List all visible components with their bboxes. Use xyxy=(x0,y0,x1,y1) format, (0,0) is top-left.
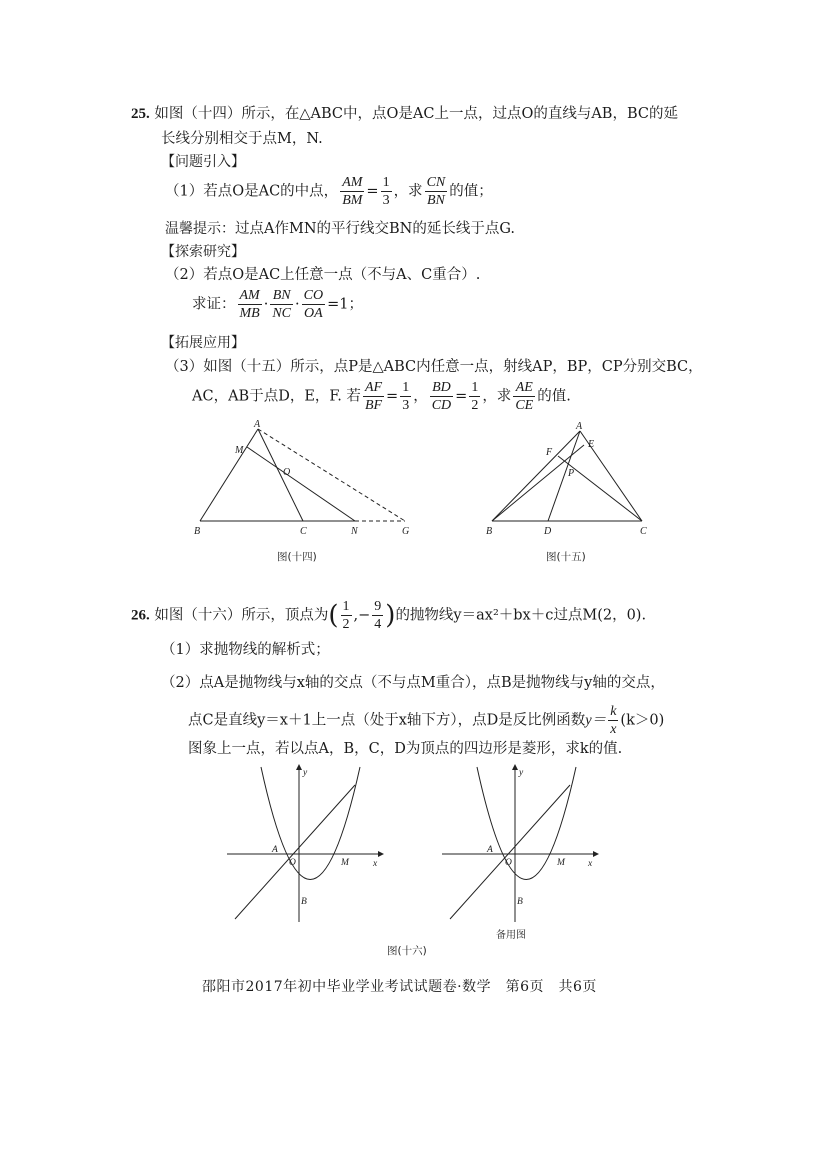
label-y: y xyxy=(519,768,524,778)
frac-one-half xyxy=(469,379,480,414)
label-y: y xyxy=(303,768,308,778)
line-y-equals-x-plus-1 xyxy=(450,785,570,919)
label-a: A xyxy=(487,845,493,855)
paren-right: ) xyxy=(385,600,396,631)
frac-den: CE xyxy=(515,398,534,413)
label-n: N xyxy=(351,526,358,537)
frac-den: 2 xyxy=(471,398,479,413)
frac-den: BN xyxy=(426,193,445,208)
frac-den: MB xyxy=(239,306,260,321)
frac-am-mb xyxy=(238,287,262,322)
frac-den: BM xyxy=(342,193,363,208)
q25-line1 xyxy=(131,104,678,124)
label-o: O xyxy=(283,467,291,478)
frac-num: BD xyxy=(430,379,453,397)
frac-ae-ce xyxy=(513,379,535,414)
frac-vertex-y xyxy=(372,598,383,633)
caption-fig15: 图(十五) xyxy=(546,551,586,563)
segment-ab xyxy=(200,429,258,521)
frac-num: 1 xyxy=(402,380,410,395)
frac-num: k xyxy=(610,704,617,719)
frac-num: CN xyxy=(426,175,446,190)
label-f: F xyxy=(546,447,553,458)
q25-section-apply: 【拓展应用】 xyxy=(161,335,245,351)
label-a: A xyxy=(254,419,261,430)
figure-14 xyxy=(185,418,425,568)
frac-bd-cd xyxy=(430,379,453,414)
frac-num: AE xyxy=(513,379,535,397)
frac-am-bm xyxy=(340,174,364,209)
label-g: G xyxy=(402,526,410,537)
frac-bn-nc xyxy=(270,287,293,322)
frac-num: 9 xyxy=(374,599,382,614)
frac-den: 3 xyxy=(382,193,390,208)
q25-part1-prefix: （1）若点O是AC的中点， xyxy=(165,183,339,200)
label-a: A xyxy=(272,845,278,855)
func-condition: (k＞0) xyxy=(620,712,665,729)
frac-den: x xyxy=(610,722,617,737)
frac-den: 2 xyxy=(342,617,350,632)
q25-proof: 求证： $\frac{AM}{MB}$ · $\frac{BN}{NC}$ · $\frac{CO}{OA}$ =1； xyxy=(192,288,363,321)
q25-section-explore: 【探索研究】 xyxy=(161,244,245,260)
figure-15 xyxy=(480,418,660,568)
label-b: B xyxy=(486,526,493,537)
frac-num: 1 xyxy=(342,599,350,614)
frac-den: BF xyxy=(364,398,383,413)
line-y-equals-x-plus-1 xyxy=(235,785,355,919)
frac-af-bf xyxy=(363,379,384,414)
caption-fig16: 图(十六) xyxy=(387,945,427,957)
frac-num: AM xyxy=(342,175,363,190)
figure-spare xyxy=(430,762,610,942)
q26-number: 26. xyxy=(131,607,150,624)
frac-num: 1 xyxy=(471,380,479,395)
q25-part1-suffix: 的值； xyxy=(449,183,493,200)
segment-mn xyxy=(247,447,355,521)
part3-suffix: 的值. xyxy=(537,388,571,405)
q25-statement-1: 如图（十四）所示，在△ABC中，点O是AC上一点，过点O的直线与AB，BC的延 xyxy=(154,106,678,122)
label-m: M xyxy=(235,445,244,456)
frac-k-x xyxy=(608,703,618,738)
proof-suffix: =1； xyxy=(327,296,363,313)
frac-den: CD xyxy=(431,398,452,413)
q25-hint xyxy=(165,219,515,239)
frac-num: AF xyxy=(364,380,383,395)
frac-num: BN xyxy=(270,287,293,305)
label-e: E xyxy=(588,439,595,450)
label-d: D xyxy=(544,526,552,537)
separator: ， xyxy=(413,388,428,405)
figure-16 xyxy=(215,762,427,960)
label-o: O xyxy=(289,858,296,868)
frac-vertex-x xyxy=(341,598,352,633)
label-b: B xyxy=(301,897,307,907)
label-o: O xyxy=(505,858,512,868)
equals-sign: = xyxy=(366,183,379,200)
segment-cf xyxy=(558,456,642,521)
label-m: M xyxy=(557,858,565,868)
q26-part2-line3: 图象上一点，若以点A，B，C，D为顶点的四边形是菱形，求k的值. xyxy=(188,741,623,757)
label-b: B xyxy=(517,897,523,907)
label-m: M xyxy=(341,858,349,868)
q26-part2-line2 xyxy=(188,703,664,738)
frac-den: NC xyxy=(272,306,292,321)
frac-num: AM xyxy=(239,288,260,303)
vertex-separator: ,− xyxy=(353,607,371,624)
q26-part1: （1）求抛物线的解析式； xyxy=(161,642,330,658)
q25-number: 25. xyxy=(131,106,150,122)
segment-ac xyxy=(258,429,303,521)
frac-one-third xyxy=(381,174,392,209)
part2-line2-prefix: 点C是直线y＝x＋1上一点（处于x轴下方），点D是反比例函数 xyxy=(188,712,586,729)
func-y: y＝ xyxy=(585,712,607,729)
q26-line1-prefix: 如图（十六）所示，顶点为 xyxy=(154,607,329,624)
q26-line1-suffix: 的抛物线y＝ax²＋bx＋c过点M(2，0). xyxy=(395,607,647,624)
q26-part2-line1: （2）点A是抛物线与x轴的交点（不与点M重合），点B是抛物线与y轴的交点， xyxy=(161,675,665,691)
label-a: A xyxy=(576,421,583,432)
page-footer: 邵阳市2017年初中毕业学业考试试题卷·数学 第6页 共6页 xyxy=(202,979,597,995)
q26-line1 xyxy=(131,598,646,633)
part3-mid: ，求 xyxy=(482,388,512,405)
q25-part3-line2: AC，AB于点D，E，F. 若 $\frac{AF}{BF}$ = $\frac{1}{3}$ ， $\frac{BD}{CD}$ = $\frac{1}{2}$ ，求 $\frac{AE}{CE}$ 的值. xyxy=(192,380,571,413)
q25-section-intro: 【问题引入】 xyxy=(161,154,245,170)
label-c: C xyxy=(300,526,307,537)
frac-one-third xyxy=(400,379,411,414)
label-x: x xyxy=(588,859,593,869)
label-b: B xyxy=(194,526,201,537)
q25-part1-mid: ，求 xyxy=(393,183,423,200)
hint-text: 过点A作MN的平行线交BN的延长线于点G. xyxy=(235,221,516,237)
frac-num: CO xyxy=(303,288,324,303)
label-x: x xyxy=(373,859,378,869)
label-c: C xyxy=(640,526,647,537)
frac-den: OA xyxy=(304,306,323,321)
part3-prefix: AC，AB于点D，E，F. 若 xyxy=(192,388,361,405)
segment-be xyxy=(492,445,584,521)
caption-fig14: 图(十四) xyxy=(277,551,317,563)
frac-num: 1 xyxy=(382,175,390,190)
q25-part2: （2）若点O是AC上任意一点（不与A、C重合）. xyxy=(165,267,481,283)
hint-label: 温馨提示： xyxy=(165,221,235,237)
paren-left: ( xyxy=(328,600,339,631)
frac-den: 4 xyxy=(374,617,382,632)
label-p: P xyxy=(568,468,575,479)
proof-prefix: 求证： xyxy=(192,296,236,313)
frac-den: 3 xyxy=(402,398,410,413)
caption-spare: 备用图 xyxy=(496,930,526,941)
frac-cn-bn xyxy=(425,174,448,209)
segment-ab xyxy=(492,431,580,521)
q25-part3-line1: （3）如图（十五）所示，点P是△ABC内任意一点，射线AP，BP，CP分别交BC， xyxy=(165,359,703,375)
segment-ad xyxy=(548,431,580,521)
q25-part1 xyxy=(165,174,493,209)
q25-line2: 长线分别相交于点M，N. xyxy=(161,131,323,147)
frac-co-oa xyxy=(302,287,325,322)
